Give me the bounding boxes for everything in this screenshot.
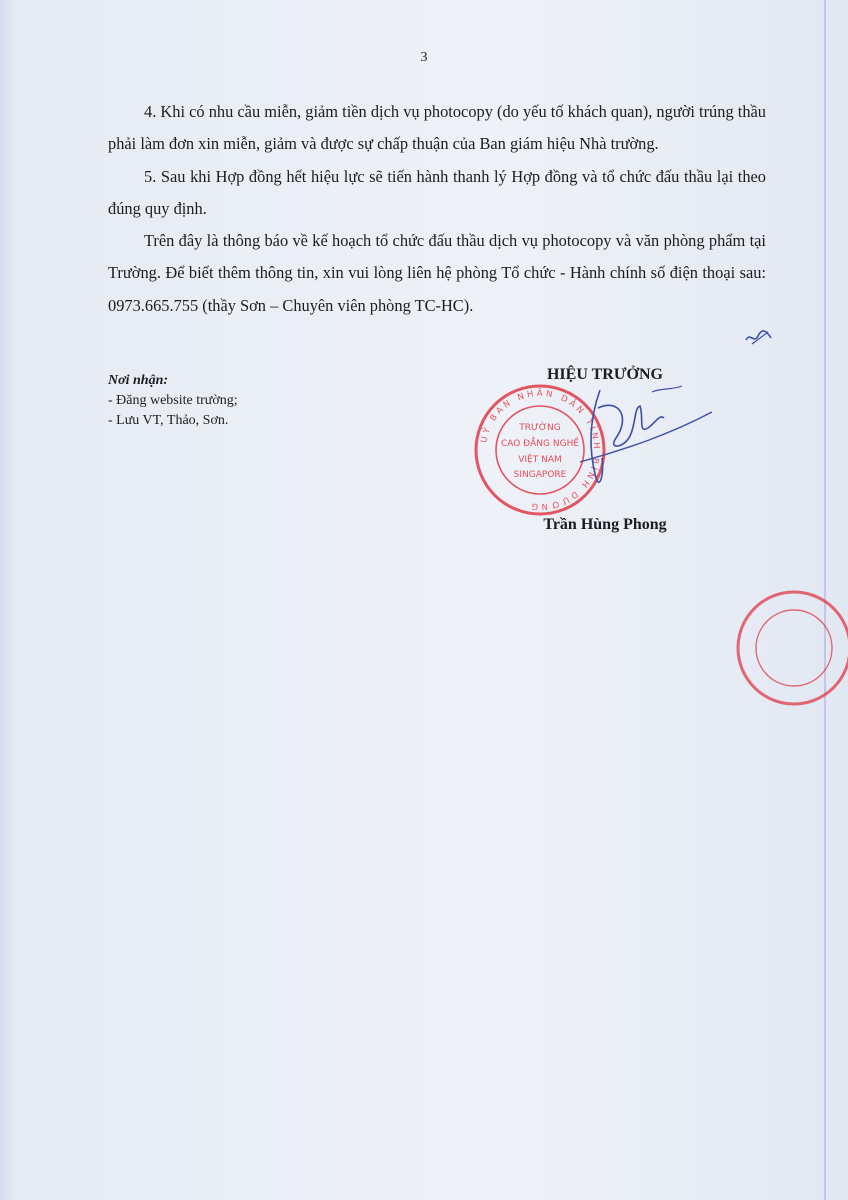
stamp-ring-text: UỶ BAN NHÂN DÂN TỈNH BÌNH DƯƠNG [479, 388, 602, 512]
partial-stamp-seal [730, 578, 848, 718]
paragraph-clause-5: 5. Sau khi Hợp đồng hết hiệu lực sẽ tiến hành thanh lý Hợp đồng và tổ chức đấu thầu lại theo đúng quy định. [108, 166, 766, 218]
stamp-text-line3: VIỆT NAM [518, 455, 562, 465]
handwritten-signature [560, 378, 720, 498]
stamp-text-line2: CAO ĐẲNG NGHỀ [500, 439, 580, 449]
recipient-item: - Đăng website trường; [108, 393, 238, 408]
recipients-list [108, 391, 408, 431]
body-text [108, 96, 766, 322]
paragraph-clause-4: 4. Khi có nhu cầu miễn, giảm tiền dịch vụ photocopy (do yếu tố khách quan), người trúng thầu phải làm đơn xin miễn, giảm và được sự chấp thuận của Ban giám hiệu Nhà trường. [108, 102, 766, 154]
paragraph-closing: Trên đây là thông báo về kế hoạch tổ chức đấu thầu dịch vụ photocopy và văn phòng phẩm tại Trường. Để biết thêm thông tin, xin vui lòng liên hệ phòng Tổ chức - Hành chính số điện thoại sau: 0973.665.755 (thầy Sơn – Chuyên viên phòng TC-HC). [108, 231, 766, 315]
recipients-title: Nơi nhận: [108, 373, 169, 388]
page-number: 3 [420, 50, 428, 65]
handwritten-initial-mark [744, 326, 774, 348]
recipients-block [108, 371, 408, 431]
signer-title: HIỆU TRƯỞNG [546, 366, 663, 383]
signer-name: Trần Hùng Phong [543, 516, 667, 533]
stamp-text-line4: SINGAPORE [513, 470, 567, 480]
stamp-text-line1: TRƯỜNG [519, 423, 561, 433]
recipient-item: - Lưu VT, Thảo, Sơn. [108, 413, 229, 428]
